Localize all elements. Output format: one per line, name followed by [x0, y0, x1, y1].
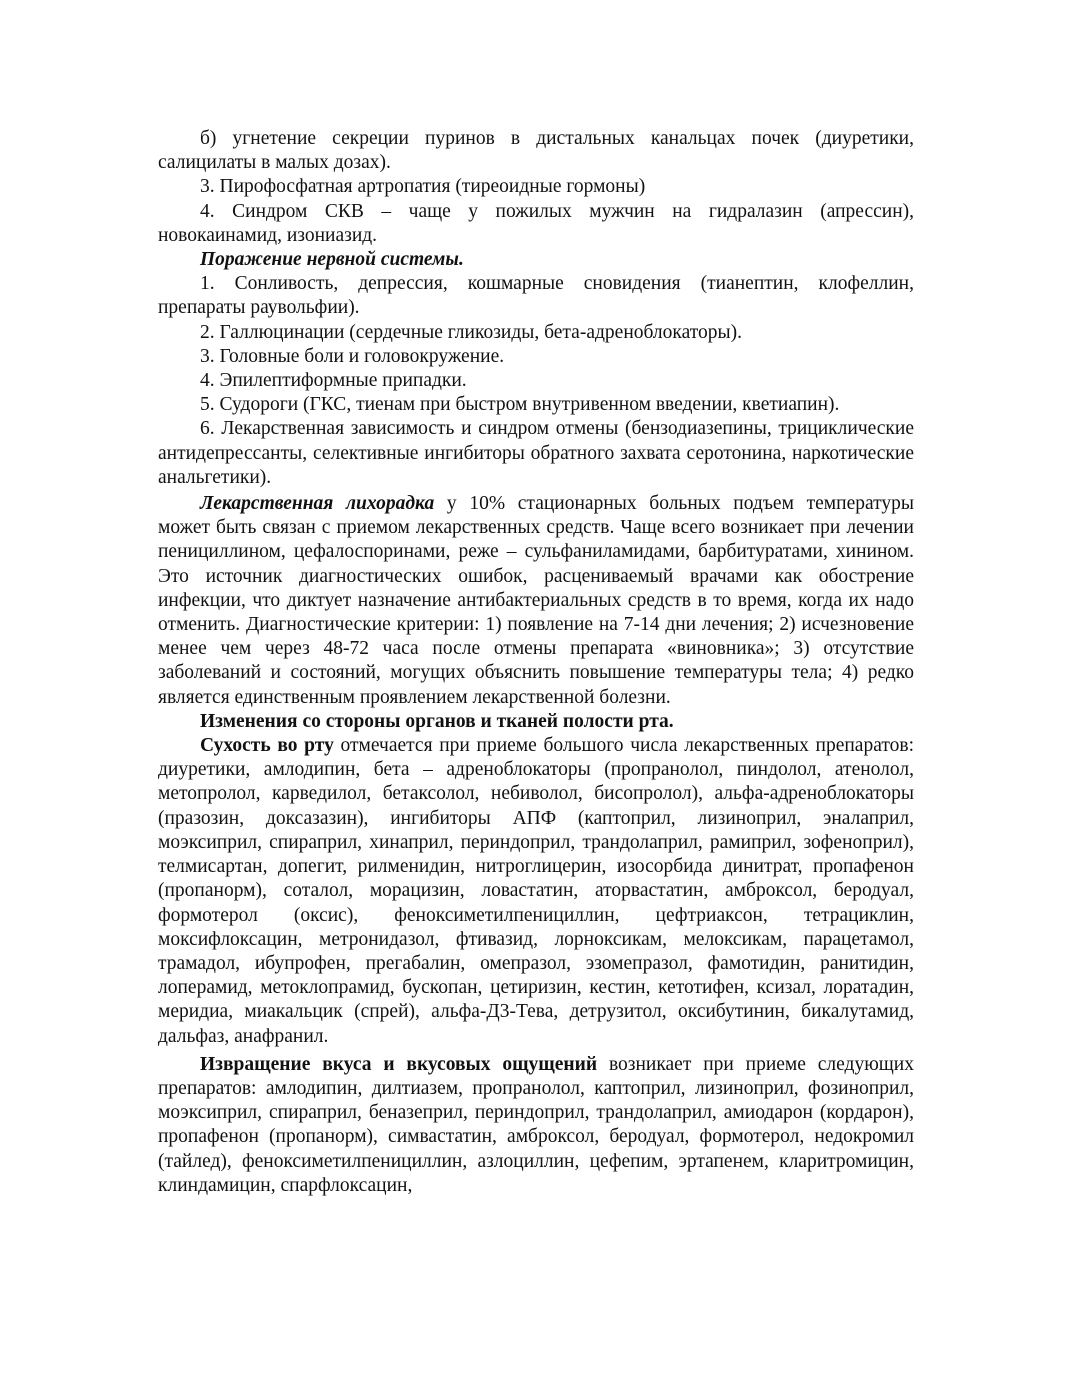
- dry-mouth-lead: Сухость во рту: [200, 735, 334, 757]
- drug-fever-text: у 10% стационарных больных подъем температуры может быть связан с приемом лекарственных средств. Чаще всего возникает при лечении пенициллином, цефалоспоринами, реже – сульфаниламидами, барбитуратами, хинином. Это источник диагностических ошибок, расцениваемый врачами как обострение инфекции, что диктует назначение антибактериальных средств в то время, когда их надо отменить. Диагностические критерии: 1) появление на 7-14 дни лечения; 2) исчезновение менее чем через 48-72 часа после отмены препарата «виновника»; 3) отсутствие заболеваний и состояний, могущих объяснить повышение температуры тела; 4) редко является единственным проявлением лекарственной болезни.: [158, 493, 914, 708]
- drug-fever-lead: Лекарственная лихорадка: [200, 493, 435, 515]
- taste-perversion-lead: Извращение вкуса и вкусовых ощущений: [200, 1053, 598, 1075]
- paragraph-sle-syndrome: 4. Синдром СКВ – чаще у пожилых мужчин на гидралазин (апрессин), новокаинамид, изониазид.: [158, 200, 914, 246]
- paragraph-drug-fever: [158, 492, 914, 710]
- taste-perversion-text: возникает при приеме следующих препаратов: амлодипин, дилтиазем, пропранолол, каптоприл, лизиноприл, фозиноприл, моэксиприл, спираприл, беназеприл, периндоприл, трандолаприл, амиодарон (кордарон), пропафенон (пропанорм), симвастатин, амброксол, беродуал, формотерол, недокромил (тайлед), феноксиметилпенициллин, азлоциллин, цефепим, эртапенем, кларитромицин, клиндамицин, спарфлоксацин,: [158, 1053, 914, 1196]
- paragraph-epileptiform: 4. Эпилептиформные припадки.: [200, 370, 467, 392]
- paragraph-taste-perversion: [158, 1053, 914, 1198]
- paragraph-headache: 3. Головные боли и головокружение.: [200, 345, 505, 367]
- paragraph-drug-dependence: 6. Лекарственная зависимость и синдром отмены (бензодиазепины, трициклические антидепрессанты, селективные ингибиторы обратного захвата серотонина, наркотические анальгетики).: [158, 418, 914, 488]
- paragraph-dry-mouth: [158, 734, 914, 1049]
- paragraph-hallucinations: 2. Галлюцинации (сердечные гликозиды, бета-адреноблокаторы).: [200, 321, 742, 343]
- paragraph-purine-secretion: б) угнетение секреции пуринов в дистальных канальцах почек (диуретики, салицилаты в малых дозах).: [158, 128, 914, 174]
- heading-oral-cavity: Изменения со стороны органов и тканей полости рта.: [200, 710, 674, 732]
- dry-mouth-text: отмечается при приеме большого числа лекарственных препаратов: диуретики, амлодипин, бета – адреноблокаторы (пропранолол, пиндолол, атенолол, метопролол, карведилол, бетаксолол, небиволол, бисопролол), альфа-адреноблокаторы (празозин, доксазазин), ингибиторы АПФ (каптоприл, лизиноприл, эналаприл, моэксиприл, спираприл, хинаприл, периндоприл, трандолаприл, рамиприл, зофеноприл), телмисартан, допегит, рилменидин, нитроглицерин, изосорбида динитрат, пропафенон (пропанорм), соталол, морацизин, ловастатин, аторвастатин, амброксол, беродуал, формотерол (оксис), феноксиметилпенициллин, цефтриаксон, тетрациклин, моксифлоксацин, метронидазол, фтивазид, лорноксикам, мелоксикам, парацетамол, трамадол, ибупрофен, прегабалин, омепразол, эзомепразол, фамотидин, ранитидин, лоперамид, метоклопрамид, бускопан, цетиризин, кестин, кетотифен, ксизал, лоратадин, меридиа, миакальцик (спрей), альфа-Д3-Тева, детрузитол, оксибутинин, бикалутамид, дальфаз, анафранил.: [158, 735, 914, 1047]
- paragraph-seizures: 5. Судороги (ГКС, тиенам при быстром внутривенном введении, кветиапин).: [200, 394, 840, 416]
- document-page: [158, 127, 914, 1198]
- heading-nervous-system: Поражение нервной системы.: [200, 249, 464, 271]
- paragraph-pyrophosphate-arthropathy: 3. Пирофосфатная артропатия (тиреоидные гормоны): [200, 176, 646, 198]
- paragraph-somnolence: 1. Сонливость, депрессия, кошмарные сновидения (тианептин, клофеллин, препараты раувольфии).: [158, 273, 914, 319]
